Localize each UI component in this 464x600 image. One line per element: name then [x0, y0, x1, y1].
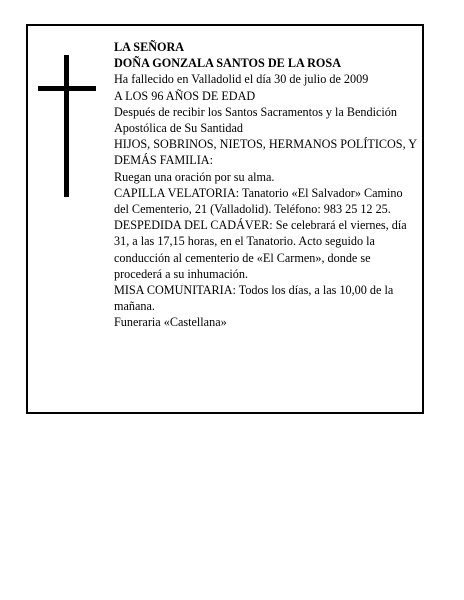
chapel-line: CAPILLA VELATORIA: Tanatorio «El Salvador» Camino del Cementerio, 21 (Valladolid). Teléfono: 983 25 12 25.: [114, 185, 403, 217]
deceased-name: DOÑA GONZALA SANTOS DE LA ROSA: [114, 56, 341, 71]
prayer-line: Ruegan una oración por su alma.: [114, 169, 275, 184]
sacraments-line: Después de recibir los Santos Sacramentos y la Bendición Apostólica de Su Santidad: [114, 104, 397, 136]
farewell-line: DESPEDIDA DEL CADÁVER: Se celebrará el viernes, día 31, a las 17,15 horas, en el Tanatorio. Acto seguido la conducción al cementerio de «El Carmen», donde se procederá a su inhumación.: [114, 218, 407, 281]
death-date-line: Ha fallecido en Valladolid el día 30 de julio de 2009: [114, 72, 369, 87]
mass-line: MISA COMUNITARIA: Todos los días, a las 10,00 de la mañana.: [114, 283, 394, 314]
age-line: A LOS 96 AÑOS DE EDAD: [114, 88, 256, 103]
heading: LA SEÑORA: [114, 40, 185, 54]
obituary-text: [114, 39, 420, 331]
cross-vertical-bar: [64, 55, 69, 197]
cross-horizontal-bar: [38, 86, 96, 91]
family-line: HIJOS, SOBRINOS, NIETOS, HERMANOS POLÍTICOS, Y DEMÁS FAMILIA:: [114, 137, 417, 168]
funeral-home-line: Funeraria «Castellana»: [114, 315, 227, 330]
